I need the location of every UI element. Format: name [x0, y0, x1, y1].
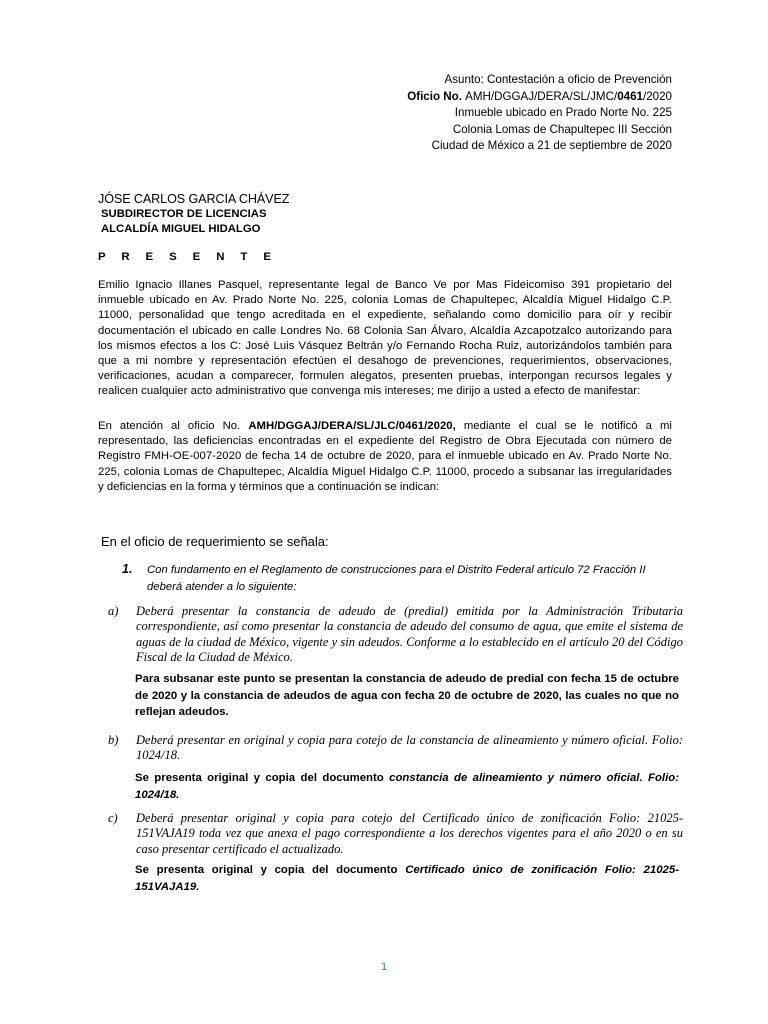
requirement-label: c): [108, 811, 118, 825]
recipient-office: ALCALDÍA MIGUEL HIDALGO: [101, 222, 261, 235]
oficio-line: [407, 89, 672, 106]
response-plain: Se presenta original y copia del documento: [135, 772, 390, 784]
numbered-item-text: Con fundamento en el Reglamento de construcciones para el Distrito Federal artículo 72 Fracción II deberá atender a lo siguiente:: [147, 564, 646, 593]
recipient-block: [98, 191, 289, 236]
oficio-reference: AMH/DGGAJ/DERA/SL/JLC/0461/2020,: [248, 420, 456, 432]
requirement-text: Deberá presentar original y copia para cotejo del Certificado único de zonificación Folio: 21025-151VAJA19 toda vez que anexa el pago correspondiente a los derechos vigentes para el año 2020 o en su caso presentar certificado el actualizado.: [136, 811, 683, 856]
second-paragraph: [98, 419, 672, 495]
oficio-number: 0461: [617, 89, 643, 103]
salutation: P R E S E N T E: [98, 251, 278, 263]
response-a: Para subsanar este punto se presentan la constancia de adeudo de predial con fecha 15 de octubre de 2020 y la constancia de adeudos de agua con fecha 20 de octubre de 2020, las cuales no que no reflejan adeudos.: [135, 673, 679, 718]
recipient-title: SUBDIRECTOR DE LICENCIAS: [101, 208, 267, 220]
property-line: Inmueble ubicado en Prado Norte No. 225: [454, 106, 672, 120]
subject-line: Asunto: Contestación a oficio de Prevención: [444, 73, 672, 86]
second-paragraph-rest: mediante el cual se le notificó a mi representado, las deficiencias encontradas en el expediente del Registro de Obra Ejecutada con número de Registro FMH-OE-007-2020 de fecha 14 de octubre de 2020, para el inmueble ubicado en Av. Prado Norte No. 225, colonia Lomas de Chapultepec, Alcaldía Miguel Hidalgo C.P. 11000, procedo a subsanar las irregularidades y deficiencias en la forma y términos que a continuación se indican:: [98, 420, 672, 493]
date-line: Ciudad de México a 21 de septiembre de 2020: [431, 139, 672, 153]
response-b: [135, 770, 679, 803]
neighborhood-line: Colonia Lomas de Chapultepec III Sección: [452, 122, 672, 136]
requirement-text: Deberá presentar la constancia de adeudo de (predial) emitida por la Administración Tributaria correspondiente, así como presentar la constancia de adeudo del consumo de agua, que emite el sistema de aguas de la ciudad de México, vigente y sin adeudos. Conforme a lo establecido en el artículo 20 del Código Fiscal de la Ciudad de México.: [136, 604, 683, 664]
oficio-mid: AMH/DGGAJ/DERA/SL/JMC/: [465, 89, 618, 103]
requirement-label: a): [108, 604, 119, 618]
second-paragraph-lead: En atención al oficio No.: [98, 420, 249, 432]
numbered-item-label: 1.: [122, 562, 133, 576]
intro-paragraph: Emilio Ignacio Illanes Pasquel, representante legal de Banco Ve por Mas Fideicomiso 391 propietario del inmueble ubicado en Av. Prado Norte No. 225, colonia Lomas de Chapultepec, Alcaldía Miguel Hidalgo C.P. 11000, personalidad que tengo acreditada en el expediente, señalando como domicilio para oír y recibir documentación el ubicado en calle Londres No. 68 Colonia San Álvaro, Alcaldía Azcapotzalco autorizando para los mismos efectos a los C: José Luis Vásquez Beltrán y/o Fernando Rocha Ruiz, autorizándolos también para que a mi nombre y representación efectúen el desahogo de prevenciones, requerimientos, observaciones, verificaciones, acudan a comparecer, formulen alegatos, presenten pruebas, interpongan recursos legales y realicen cualquier acto administrativo que convenga mis intereses; me dirijo a usted a efecto de manifestar:: [98, 279, 672, 398]
requirement-label: b): [108, 733, 119, 747]
response-italic: constancia de alineamiento y número oficial. Folio: 1024/18.: [135, 772, 679, 801]
oficio-prefix: Oficio No.: [407, 89, 466, 103]
requirement-text: Deberá presentar en original y copia para cotejo de la constancia de alineamiento y número oficial. Folio: 1024/18.: [136, 733, 683, 763]
oficio-year: /2020: [642, 89, 672, 103]
letter-header: [407, 72, 672, 155]
section-title: En el oficio de requerimiento se señala:: [101, 534, 329, 549]
recipient-name: JÓSE CARLOS GARCIA CHÁVEZ: [98, 192, 290, 206]
response-c: [135, 862, 679, 895]
response-italic: Certificado único de zonificación Folio: 21025-151VAJA19.: [135, 864, 679, 893]
response-plain: Se presenta original y copia del documento: [135, 864, 406, 876]
page-number: 1: [380, 961, 388, 973]
